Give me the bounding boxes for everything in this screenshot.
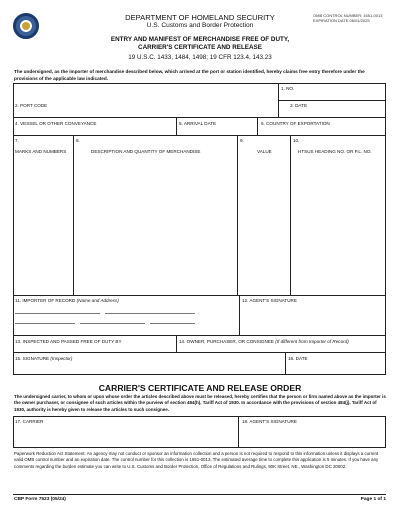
divider xyxy=(176,335,177,352)
expiration-date: EXPIRATION DATE 06/01/2025 xyxy=(313,18,370,23)
carrier-label: 17. CARRIER xyxy=(15,419,44,424)
date-label: 3. DATE xyxy=(290,103,308,108)
divider xyxy=(176,117,177,135)
legal-citation: 19 U.S.C. 1433, 1484, 1498; 19 CFR 123.4, 143.23 xyxy=(128,54,272,61)
divider xyxy=(238,416,239,447)
signature-label xyxy=(15,356,72,362)
divider xyxy=(13,295,386,296)
divider xyxy=(13,83,14,374)
divider xyxy=(13,117,386,118)
field-no-label: 1. NO. xyxy=(281,86,295,91)
omb-info xyxy=(313,13,393,23)
description-header: DESCRIPTION AND QUANTITY OF MERCHANDISE xyxy=(91,149,201,154)
paperwork-notice: Paperwork Reduction Act Statement: An agency may not conduct or sponsor an information collection and a person is not required to respond to this information unless it displays a current valid OMB control number and an expiration date. The control number for this collection is 1651-0013. The estimated average time to complete this application is 5 minutes. If you have any comments regarding the burden estimate you can write to U.S. Customs and Border Protection, Office of Regulations and Rulings, 90K Street, NE., Washington DC 20002. xyxy=(14,451,379,469)
importer-line[interactable] xyxy=(105,313,195,314)
importer-line[interactable] xyxy=(150,323,195,324)
divider xyxy=(13,416,14,447)
divider xyxy=(290,135,291,295)
divider xyxy=(385,416,386,447)
page-number: Page 1 of 1 xyxy=(360,497,386,502)
agent-signature-12-label: 12. AGENT'S SIGNATURE xyxy=(242,298,297,303)
signature-label-text: 15. SIGNATURE xyxy=(15,356,50,361)
divider xyxy=(13,374,386,375)
form-number: CBP Form 7523 (05/24) xyxy=(14,497,66,502)
divider xyxy=(385,83,386,374)
divider xyxy=(285,352,286,374)
importer-label-text: 11. IMPORTER OF RECORD xyxy=(15,298,76,303)
omb-control-number: OMB CONTROL NUMBER: 1651-0013 xyxy=(313,13,383,18)
col10-number: 10. xyxy=(293,138,300,143)
agency-name: U.S. Customs and Border Protection xyxy=(146,22,254,29)
agent-signature-18-label: 18. AGENT'S SIGNATURE xyxy=(242,419,297,424)
country-export-label: 6. COUNTRY OF EXPORTATION xyxy=(261,121,330,126)
importer-line[interactable] xyxy=(15,323,75,324)
importer-label xyxy=(15,298,119,304)
divider xyxy=(13,352,386,353)
divider xyxy=(13,83,386,84)
owner-label-note: (If different from Importer of Record) xyxy=(275,339,349,344)
htsus-header: HTSUS HEADING NO. OR P.L. NO. xyxy=(298,149,372,154)
certificate-title: CARRIER'S CERTIFICATE AND RELEASE ORDER xyxy=(98,383,302,393)
dhs-seal-icon xyxy=(13,13,39,39)
value-header: VALUE xyxy=(257,149,272,154)
divider xyxy=(13,335,386,336)
divider xyxy=(73,135,74,295)
intro-text: The undersigned, as the importer of merchandise described below, which arrived at the port or station identified, hereby claims free entry therefore under the provisions of the applicable law indicated. xyxy=(14,69,365,81)
owner-label xyxy=(179,339,349,345)
port-code-label: 2. PORT CODE xyxy=(15,103,48,108)
divider xyxy=(237,135,238,295)
col8-number: 8. xyxy=(76,138,80,143)
vessel-label: 4. VESSEL OR OTHER CONVEYANCE xyxy=(15,121,97,126)
inspected-label: 13. INSPECTED AND PASSED FREE OF DUTY BY xyxy=(15,339,122,344)
certificate-text: The undersigned carrier, to whom or upon whose order the articles described above must be released, hereby certifies that the person or firm named above as the importer is the owner purchaser, or consignee of such articles within the purview of section 484(h), Tariff Act of 1930. In accordance with the provisions of section 484(j), Tariff Act of 1930, authority is hereby given to release the articles to such consignee. xyxy=(14,394,386,412)
divider xyxy=(13,447,386,448)
importer-line[interactable] xyxy=(15,313,100,314)
divider xyxy=(13,494,386,495)
department-name: DEPARTMENT OF HOMELAND SECURITY xyxy=(125,13,275,22)
owner-label-text: 14. OWNER, PURCHASER, OR CONSIGNEE xyxy=(179,339,274,344)
form-title-line2: CARRIER'S CERTIFICATE AND RELEASE xyxy=(138,44,262,51)
divider xyxy=(239,295,240,335)
form-title-line1: ENTRY AND MANIFEST OF MERCHANDISE FREE OF DUTY, xyxy=(110,36,290,43)
signature-label-note: (Inspector) xyxy=(50,356,73,361)
col9-number: 9. xyxy=(240,138,244,143)
col7-number: 7. xyxy=(15,138,19,143)
importer-line[interactable] xyxy=(80,323,145,324)
date16-label: 16. DATE xyxy=(288,356,308,361)
divider xyxy=(278,100,386,101)
divider xyxy=(13,416,386,417)
divider xyxy=(257,117,258,135)
marks-numbers-header: MARKS AND NUMBERS xyxy=(15,149,67,154)
arrival-date-label: 5. ARRIVAL DATE xyxy=(179,121,217,126)
divider xyxy=(13,135,386,136)
importer-label-note: (Name and Address) xyxy=(76,298,119,303)
